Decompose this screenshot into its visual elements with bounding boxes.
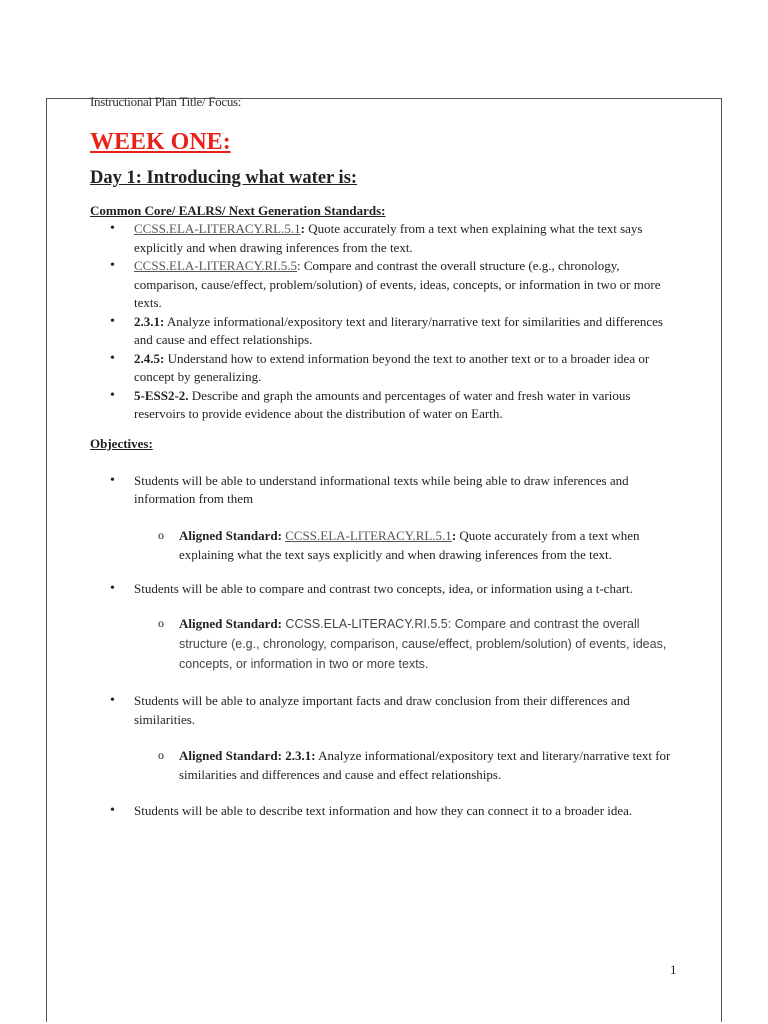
aligned-text: CCSS.ELA-LITERACY.RI.5.5: Compare and contrast the overall structure (e.g., chronology, comparison, cause/effect, problem/solution) of events, ideas, concepts, or information in two or more texts. (179, 617, 667, 671)
standard-code: 5-ESS2-2. (134, 387, 189, 403)
standard-text: Quote accurately from a text when explaining what the text says explicitly and when drawing inferences from the text. (134, 221, 643, 255)
objective-item: • Students will be able to analyze important facts and draw conclusion from their differences and similarities. (88, 692, 680, 729)
standard-text: Analyze informational/expository text and literary/narrative text for similarities and differences and cause and effect relationships. (134, 313, 663, 347)
objective-item: • Students will be able to compare and contrast two concepts, idea, or information using a t-chart. (88, 580, 680, 599)
standard-code: 2.4.5: (134, 350, 165, 366)
standard-text: Compare and contrast the overall structure (e.g., chronology, comparison, cause/effect, problem/solution) of events, ideas, concepts, or information in two or more texts. (134, 258, 661, 310)
standard-link[interactable]: CCSS.ELA-LITERACY.RL.5.1 (134, 221, 301, 236)
standard-item (88, 350, 680, 387)
plan-title: Instructional Plan Title/ Focus: (90, 94, 242, 109)
standard-suffix: : (297, 258, 301, 273)
standard-text: Describe and graph the amounts and percentages of water and fresh water in various reservoirs to provide evidence about the distribution of water on Earth. (134, 387, 631, 421)
page-number: 1 (670, 962, 677, 977)
objectives-list (90, 472, 680, 821)
aligned-standard (88, 526, 680, 564)
document-content (90, 94, 680, 821)
standards-list (90, 220, 680, 424)
standard-item (88, 387, 680, 424)
standard-item (88, 220, 680, 257)
standard-code: 2.3.1: (134, 313, 165, 329)
week-title: WEEK ONE: (90, 129, 231, 155)
objective-item: • Students will be able to describe text information and how they can connect it to a broader idea. (88, 802, 680, 821)
standard-item (88, 313, 680, 350)
aligned-label: Aligned Standard: (179, 616, 282, 631)
aligned-label: Aligned Standard: (179, 527, 282, 543)
aligned-suffix: : (451, 527, 457, 543)
aligned-standard (88, 614, 680, 674)
standard-text: Understand how to extend information beyond the text to another text or to a broader idea or concept by generalizing. (134, 350, 650, 384)
aligned-text: Analyze informational/expository text and literary/narrative text for similarities and differences and cause and effect relationships. (179, 748, 671, 782)
objective-item: • Students will be able to understand informational texts while being able to draw inferences and information from them (88, 472, 680, 509)
standard-item (88, 257, 680, 313)
objectives-heading: Objectives: (90, 435, 153, 451)
aligned-label: Aligned Standard: 2.3.1: (179, 748, 316, 763)
aligned-standard (88, 746, 680, 784)
standards-heading: Common Core/ EALRS/ Next Generation Standards: (90, 203, 386, 218)
standard-suffix: : (300, 221, 305, 236)
aligned-standard-link[interactable]: CCSS.ELA-LITERACY.RL.5.1 (285, 527, 452, 543)
aligned-text: Quote accurately from a text when explaining what the text says explicitly and when drawing inferences from the text. (179, 527, 640, 562)
standard-link[interactable]: CCSS.ELA-LITERACY.RI.5.5 (134, 258, 297, 273)
day-title: Day 1: Introducing what water is: (90, 168, 358, 188)
